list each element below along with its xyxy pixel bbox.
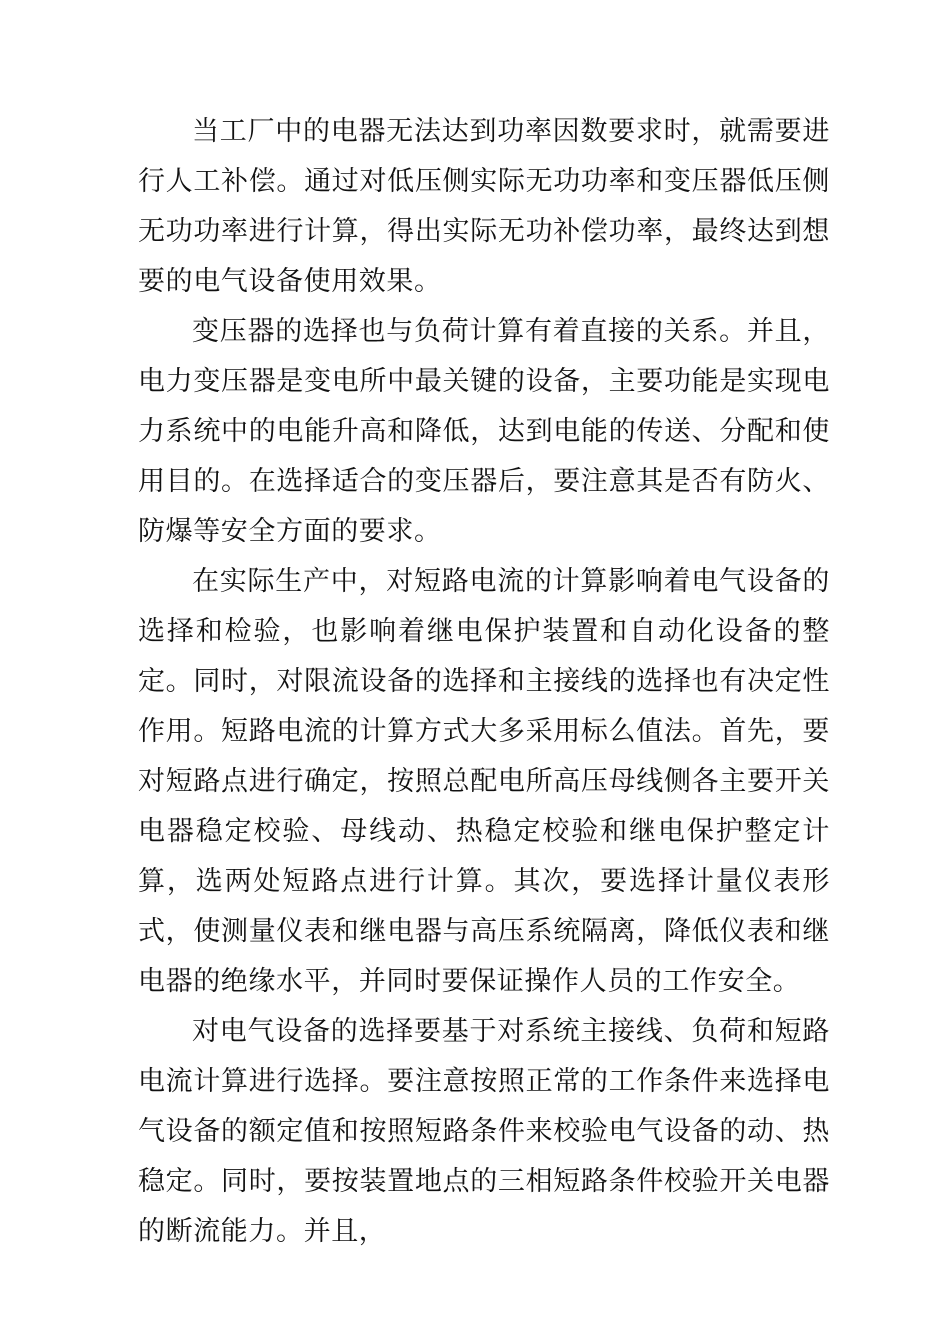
paragraph-short-circuit-calculation: 在实际生产中，对短路电流的计算影响着电气设备的选择和检验，也影响着继电保护装置和自动化设备的整定。同时，对限流设备的选择和主接线的选择也有决定性作用。短路电流的计算方式大多采用标么值法。首先，要对短路点进行确定，按照总配电所高压母线侧各主要开关电器稳定校验、母线动、热稳定校验和继电保护整定计算，选两处短路点进行计算。其次，要选择计量仪表形式，使测量仪表和继电器与高压系统隔离，降低仪表和继电器的绝缘水平，并同时要保证操作人员的工作安全。 <box>138 566 830 997</box>
paragraph-equipment-selection: 对电气设备的选择要基于对系统主接线、负荷和短路电流计算进行选择。要注意按照正常的工作条件来选择电气设备的额定值和按照短路条件来校验电气设备的动、热稳定。同时，要按装置地点的三相短路条件校验开关电器的断流能力。并且， <box>138 1016 830 1247</box>
paragraph-transformer-selection: 变压器的选择也与负荷计算有着直接的关系。并且，电力变压器是变电所中最关键的设备，主要功能是实现电力系统中的电能升高和降低，达到电能的传送、分配和使用目的。在选择适合的变压器后，要注意其是否有防火、防爆等安全方面的要求。 <box>138 316 830 547</box>
document-body <box>138 107 830 1257</box>
paragraph-power-factor-compensation: 当工厂中的电器无法达到功率因数要求时，就需要进行人工补偿。通过对低压侧实际无功功率和变压器低压侧无功功率进行计算，得出实际无功补偿功率，最终达到想要的电气设备使用效果。 <box>138 116 830 297</box>
